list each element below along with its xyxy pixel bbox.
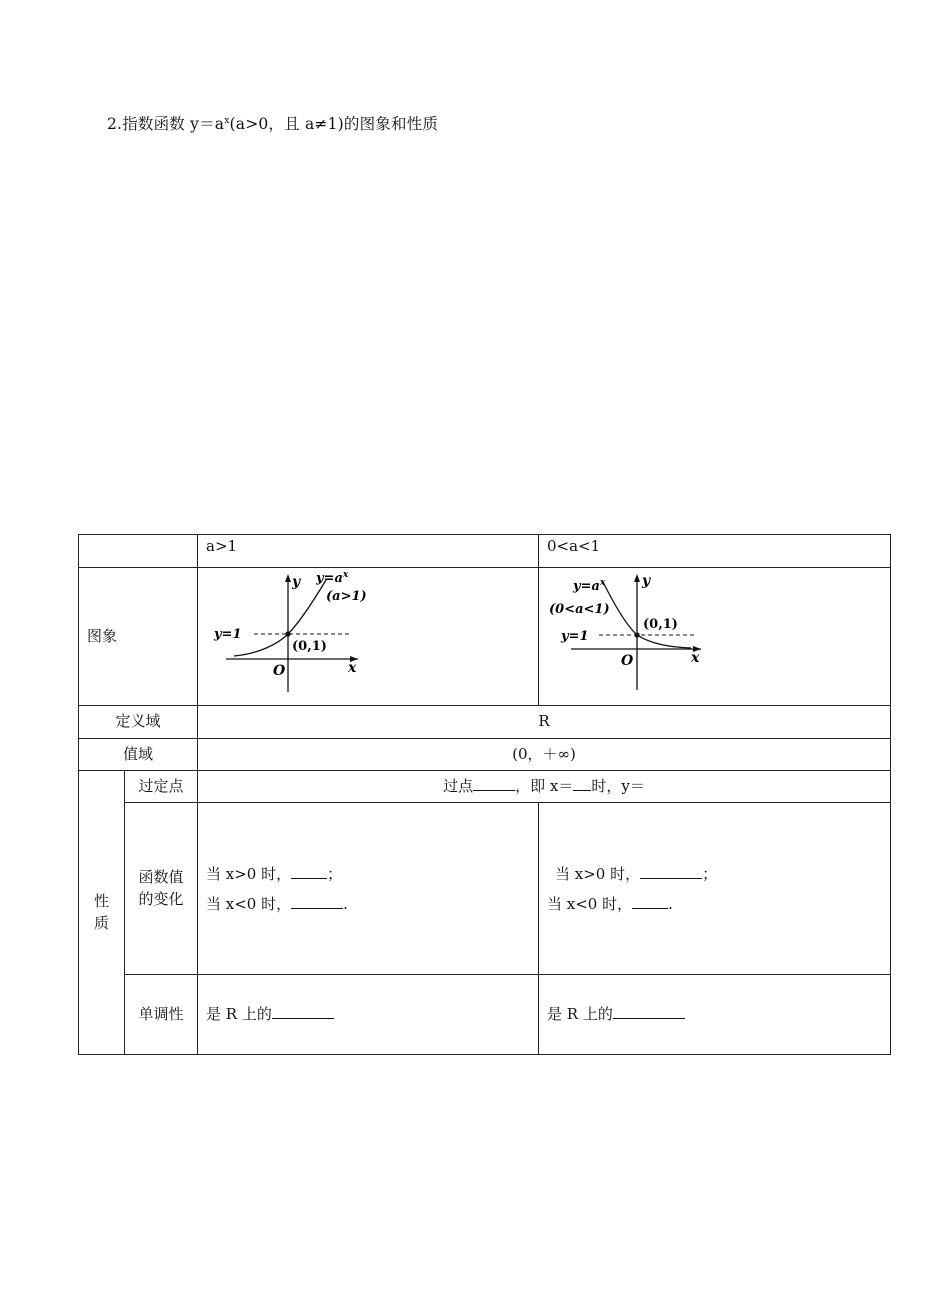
header-empty-cell bbox=[79, 535, 198, 568]
graph-row-label: 图象 bbox=[79, 568, 198, 706]
monotonic-label: 单调性 bbox=[125, 975, 198, 1055]
value-change-right bbox=[539, 803, 891, 975]
fixed-point-blank-2[interactable] bbox=[573, 776, 591, 791]
graph-right-x-axis-label: x bbox=[691, 650, 700, 666]
graph-right-point-label: (0,1) bbox=[643, 617, 678, 632]
properties-label-1: 性 bbox=[93, 891, 109, 910]
header-row bbox=[79, 535, 891, 568]
graph-right-asymptote-label: y=1 bbox=[561, 629, 589, 644]
exponential-properties-table bbox=[78, 534, 891, 1055]
value-change-left-blank-1[interactable] bbox=[291, 864, 327, 879]
graph-row bbox=[79, 568, 891, 706]
graph-a-gt-1 bbox=[198, 568, 539, 704]
domain-label: 定义域 bbox=[79, 706, 198, 739]
monotonic-row bbox=[79, 975, 891, 1055]
value-change-right-line-2-suffix: . bbox=[668, 894, 673, 913]
graph-right-curve-label: $y=a^x$ bbox=[573, 578, 606, 594]
monotonic-left-blank[interactable] bbox=[272, 1004, 334, 1019]
graph-left-x-axis-label: x bbox=[348, 660, 357, 676]
graph-left-curve-label: $y=a^x$ bbox=[316, 570, 349, 586]
fixed-point-text-2: ，即 x＝ bbox=[515, 776, 574, 795]
monotonic-left bbox=[198, 975, 539, 1055]
graph-a-lt-1-cell bbox=[539, 568, 891, 706]
value-change-row bbox=[79, 803, 891, 975]
value-change-right-blank-1[interactable] bbox=[640, 864, 702, 879]
value-change-label bbox=[125, 803, 198, 975]
value-change-right-line-1 bbox=[547, 859, 890, 889]
domain-value: R bbox=[198, 706, 891, 739]
range-value: (0，＋∞) bbox=[198, 739, 891, 771]
section-heading bbox=[107, 112, 438, 134]
graph-a-gt-1-cell bbox=[198, 568, 539, 706]
fixed-point-text-1: 过点 bbox=[443, 776, 474, 795]
header-a-lt-1: 0<a<1 bbox=[539, 535, 891, 568]
value-change-left-line-2 bbox=[206, 889, 538, 919]
value-change-left-line-1-suffix: ； bbox=[327, 864, 343, 883]
graph-left-condition: (a>1) bbox=[326, 589, 367, 604]
value-change-label-2: 的变化 bbox=[138, 889, 184, 908]
graph-left-asymptote-label: y=1 bbox=[214, 627, 242, 642]
monotonic-right bbox=[539, 975, 891, 1055]
fixed-point-row bbox=[79, 771, 891, 803]
properties-label-2: 质 bbox=[93, 913, 109, 932]
monotonic-left-text: 是 R 上的 bbox=[206, 1004, 272, 1023]
value-change-right-line-2 bbox=[547, 889, 890, 919]
value-change-right-line-1-suffix: ； bbox=[702, 864, 718, 883]
graph-left-y-axis-label: y bbox=[292, 574, 301, 590]
value-change-left-blank-2[interactable] bbox=[291, 894, 343, 909]
value-change-left-line-2-text: 当 x<0 时， bbox=[206, 894, 292, 913]
range-label: 值域 bbox=[79, 739, 198, 771]
properties-label bbox=[79, 771, 125, 1055]
value-change-left-line-1-text: 当 x>0 时， bbox=[206, 864, 292, 883]
graph-a-lt-1 bbox=[539, 568, 891, 704]
fixed-point-blank-1[interactable] bbox=[473, 776, 515, 791]
value-change-label-1: 函数值 bbox=[138, 867, 184, 886]
monotonic-right-blank[interactable] bbox=[613, 1004, 685, 1019]
heading-exponent: x bbox=[224, 116, 230, 126]
heading-suffix: (a>0，且 a≠1)的图象和性质 bbox=[229, 115, 439, 133]
value-change-left-line-2-suffix: . bbox=[343, 894, 348, 913]
fixed-point-value bbox=[198, 771, 891, 803]
value-change-right-line-1-text: 当 x>0 时， bbox=[555, 864, 641, 883]
value-change-right-line-2-text: 当 x<0 时， bbox=[547, 894, 633, 913]
monotonic-right-text: 是 R 上的 bbox=[547, 1004, 613, 1023]
graph-right-condition: (0<a<1) bbox=[549, 602, 610, 617]
heading-prefix: 2.指数函数 y＝a bbox=[107, 115, 225, 133]
graph-left-point-label: (0,1) bbox=[292, 639, 327, 654]
fixed-point-text-3: 时，y＝ bbox=[591, 776, 645, 795]
graph-right-origin: O bbox=[621, 653, 634, 669]
domain-row bbox=[79, 706, 891, 739]
value-change-left bbox=[198, 803, 539, 975]
graph-right-y-axis-label: y bbox=[642, 573, 651, 589]
fixed-point-label: 过定点 bbox=[125, 771, 198, 803]
value-change-left-line-1 bbox=[206, 859, 538, 889]
value-change-right-blank-2[interactable] bbox=[632, 894, 668, 909]
header-a-gt-1: a>1 bbox=[198, 535, 539, 568]
graph-left-origin: O bbox=[273, 663, 286, 679]
range-row bbox=[79, 739, 891, 771]
